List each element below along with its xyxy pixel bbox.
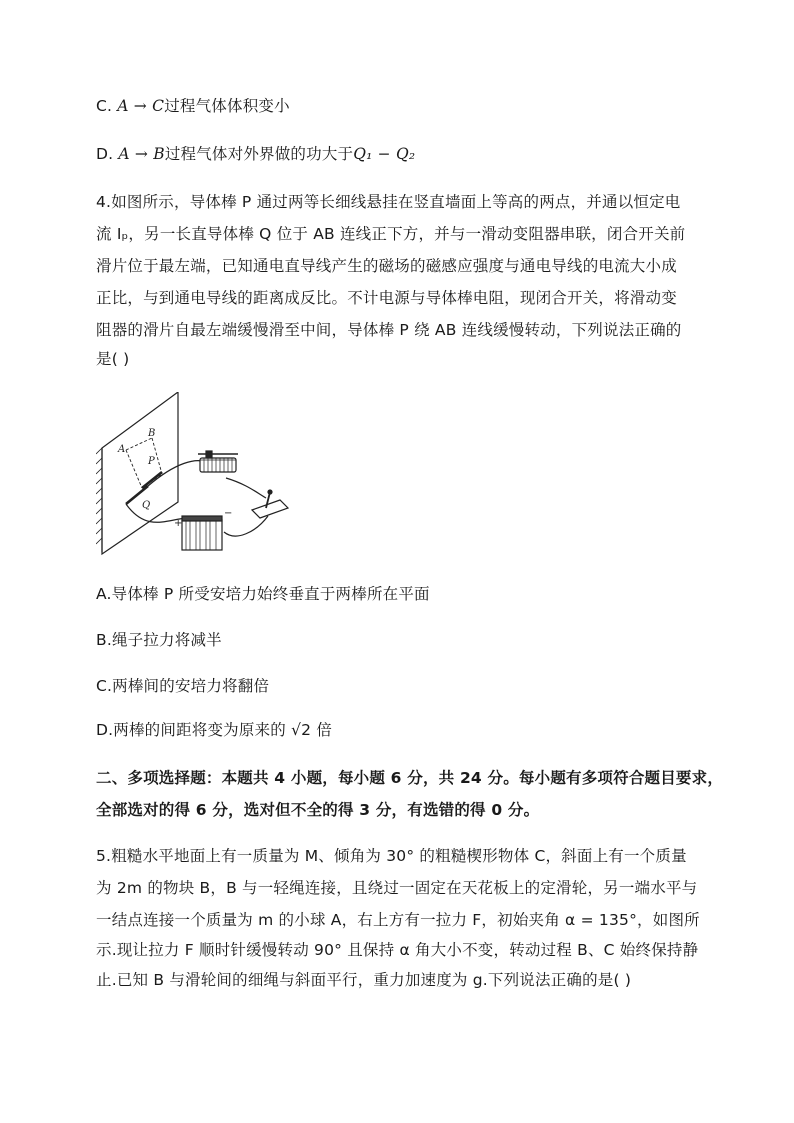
dashed-lines [126,438,162,488]
q4-option-c: C.两棒间的安培力将翻倍 [96,677,270,695]
wire-rheostat-switch [226,478,266,498]
label-q: Q [142,500,151,511]
label-a: A [118,444,126,455]
q4-stem-line-2: 流 Iₚ，另一长直导体棒 Q 位于 AB 连线正下方，并与一滑动变阻器串联，闭合开关前 [96,225,686,243]
label-minus: − [224,508,233,519]
q5-stem-line-5: 止.已知 B 与滑轮间的细绳与斜面平行，重力加速度为 g.下列说法正确的是( ) [96,971,632,989]
q5-stem-line-3: 一结点连接一个质量为 m 的小球 A，右上方有一拉力 F，初始夹角 α = 135°，如图所 [96,911,700,929]
rheostat-slider [206,451,212,458]
q4-circuit-figure [96,392,296,560]
q4-option-d: D.两棒的间距将变为原来的 √2 倍 [96,721,333,739]
q4-option-b: B.绳子拉力将减半 [96,631,222,649]
q4-stem-line-4: 正比，与到通电导线的距离成反比。不计电源与导体棒电阻，现闭合开关，将滑动变 [96,289,677,307]
wire-battery-switch [224,516,268,536]
q4-option-a: A.导体棒 P 所受安培力始终垂直于两棒所在平面 [96,585,430,603]
q4-stem-line-6: 是( ) [96,350,130,368]
label-p: P [148,456,155,467]
section2-heading-line-2: 全部选对的得 6 分，选对但不全的得 3 分，有选错的得 0 分。 [96,801,540,819]
q5-stem-line-1: 5.粗糙水平地面上有一质量为 M、倾角为 30° 的粗糙楔形物体 C，斜面上有一个质量 [96,847,687,865]
label-plus: + [174,518,183,529]
wall-panel [102,392,178,554]
q5-stem-line-4: 示.现让拉力 F 顺时针缓慢转动 90° 且保持 α 角大小不变，转动过程 B、C 始终保持静 [96,941,699,959]
section2-heading-line-1: 二、多项选择题：本题共 4 小题，每小题 6 分，共 24 分。每小题有多项符合题目要求， [96,769,724,787]
wire-to-rheostat [148,461,206,486]
switch-base [252,500,288,518]
q3-option-d: D. A → B过程气体对外界做的功大于Q₁ − Q₂ [96,145,416,163]
rod-p [142,472,162,488]
q4-stem-line-5: 阻器的滑片自最左端缓慢滑至中间，导体棒 P 绕 AB 连线缓慢转动，下列说法正确的 [96,321,682,339]
battery-top [182,516,222,521]
q4-stem-line-3: 滑片位于最左端，已知通电直导线产生的磁场的磁感应强度与通电导线的电流大小成 [96,257,677,275]
wall-hatching [96,448,102,544]
label-b: B [148,428,156,439]
q5-stem-line-2: 为 2m 的物块 B，B 与一轻绳连接，且绕过一固定在天花板上的定滑轮，另一端水平与 [96,879,698,897]
q3-option-c: C. A → C过程气体体积变小 [96,97,290,115]
q4-stem-line-1: 4.如图所示，导体棒 P 通过两等长细线悬挂在竖直墙面上等高的两点，并通以恒定电 [96,193,681,211]
